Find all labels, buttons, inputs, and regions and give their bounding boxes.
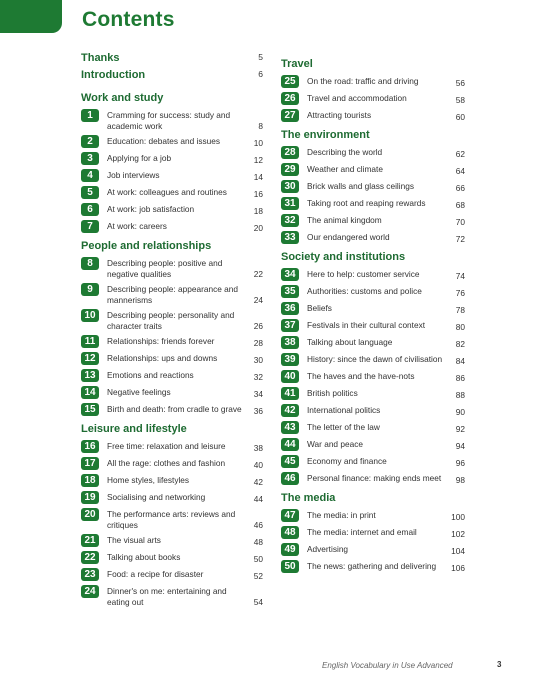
- unit-number-badge: 18: [81, 474, 99, 487]
- toc-entry[interactable]: [281, 560, 465, 574]
- unit-title: Job interviews: [107, 170, 160, 180]
- unit-number-badge: 20: [81, 508, 99, 521]
- unit-title: The news: gathering and delivering: [307, 561, 437, 571]
- unit-number-badge: 35: [281, 285, 299, 298]
- toc-entry[interactable]: [281, 197, 465, 211]
- unit-title: Home styles, lifestyles: [107, 475, 190, 485]
- unit-number-badge: 17: [81, 457, 99, 470]
- unit-page-number: 32: [253, 372, 263, 382]
- front-matter-thanks[interactable]: [81, 52, 263, 69]
- unit-title: Describing people: personality and character traits: [107, 310, 235, 331]
- unit-number-badge: 3: [81, 152, 99, 165]
- unit-number-badge: 50: [281, 560, 299, 573]
- unit-title: Applying for a job: [107, 153, 172, 163]
- unit-title: At work: careers: [107, 221, 167, 231]
- unit-title: The performance arts: reviews and critiques: [107, 509, 236, 530]
- unit-number-badge: 43: [281, 421, 299, 434]
- unit-page-number: 26: [253, 321, 263, 331]
- toc-entry[interactable]: [81, 457, 263, 471]
- unit-number-badge: 22: [81, 551, 99, 564]
- unit-title: History: since the dawn of civilisation: [307, 354, 443, 364]
- unit-page-number: 68: [455, 200, 465, 210]
- toc-entry[interactable]: [81, 585, 263, 608]
- unit-page-number: 88: [455, 390, 465, 400]
- unit-title: At work: job satisfaction: [107, 204, 195, 214]
- toc-entry[interactable]: [281, 387, 465, 401]
- unit-number-badge: 42: [281, 404, 299, 417]
- unit-page-number: 10: [253, 138, 263, 148]
- unit-page-number: 50: [253, 554, 263, 564]
- unit-number-badge: 31: [281, 197, 299, 210]
- unit-number-badge: 11: [81, 335, 99, 348]
- toc-entry[interactable]: [281, 543, 465, 557]
- unit-page-number: 20: [253, 223, 263, 233]
- toc-entry[interactable]: [81, 169, 263, 183]
- unit-number-badge: 26: [281, 92, 299, 105]
- unit-page-number: 46: [253, 520, 263, 530]
- unit-title: Food: a recipe for disaster: [107, 569, 204, 579]
- contents-column-right: [281, 52, 465, 577]
- unit-page-number: 96: [455, 458, 465, 468]
- toc-entry[interactable]: [81, 352, 263, 366]
- unit-page-number: 54: [253, 597, 263, 607]
- section-heading: Leisure and lifestyle: [81, 423, 187, 435]
- unit-number-badge: 25: [281, 75, 299, 88]
- unit-title: Festivals in their cultural context: [307, 320, 426, 330]
- toc-entry[interactable]: [81, 257, 263, 280]
- unit-number-badge: 38: [281, 336, 299, 349]
- unit-title: Relationships: friends forever: [107, 336, 215, 346]
- toc-entry[interactable]: [281, 509, 465, 523]
- toc-entry[interactable]: [281, 319, 465, 333]
- toc-entry[interactable]: [81, 508, 263, 531]
- front-matter-title: Introduction: [81, 69, 146, 81]
- unit-page-number: 92: [455, 424, 465, 434]
- unit-title: Travel and accommodation: [307, 93, 407, 103]
- unit-page-number: 14: [253, 172, 263, 182]
- unit-page-number: 70: [455, 217, 465, 227]
- toc-entry[interactable]: [81, 220, 263, 234]
- unit-title: On the road: traffic and driving: [307, 76, 419, 86]
- unit-title: Talking about books: [107, 552, 181, 562]
- unit-page-number: 58: [455, 95, 465, 105]
- unit-number-badge: 14: [81, 386, 99, 399]
- unit-page-number: 74: [455, 271, 465, 281]
- unit-number-badge: 2: [81, 135, 99, 148]
- unit-number-badge: 5: [81, 186, 99, 199]
- unit-number-badge: 39: [281, 353, 299, 366]
- unit-number-badge: 49: [281, 543, 299, 556]
- unit-number-badge: 47: [281, 509, 299, 522]
- unit-number-badge: 16: [81, 440, 99, 453]
- toc-entry[interactable]: [81, 568, 263, 582]
- unit-page-number: 64: [455, 166, 465, 176]
- toc-entry[interactable]: [281, 438, 465, 452]
- footer-book-title: English Vocabulary in Use Advanced: [322, 661, 453, 670]
- unit-page-number: 102: [451, 529, 465, 539]
- unit-page-number: 48: [253, 537, 263, 547]
- unit-title: Economy and finance: [307, 456, 387, 466]
- unit-title: Socialising and networking: [107, 492, 206, 502]
- unit-page-number: 8: [258, 121, 263, 131]
- unit-number-badge: 19: [81, 491, 99, 504]
- toc-entry[interactable]: [281, 180, 465, 194]
- toc-entry[interactable]: [81, 403, 263, 417]
- unit-title: International politics: [307, 405, 381, 415]
- front-matter-page: 5: [258, 52, 263, 62]
- section-heading: Work and study: [81, 92, 164, 104]
- unit-page-number: 44: [253, 494, 263, 504]
- unit-title: Brick walls and glass ceilings: [307, 181, 414, 191]
- toc-entry[interactable]: [81, 474, 263, 488]
- unit-page-number: 38: [253, 443, 263, 453]
- unit-page-number: 86: [455, 373, 465, 383]
- unit-title: Cramming for success: study and academic work: [107, 110, 231, 131]
- unit-title: Taking root and reaping rewards: [307, 198, 426, 208]
- unit-title: All the rage: clothes and fashion: [107, 458, 226, 468]
- toc-entry[interactable]: [281, 472, 465, 486]
- toc-entry[interactable]: [281, 75, 465, 89]
- front-matter-page: 6: [258, 69, 263, 79]
- unit-number-badge: 27: [281, 109, 299, 122]
- toc-entry[interactable]: [281, 285, 465, 299]
- unit-title: The media: in print: [307, 510, 376, 520]
- unit-page-number: 34: [253, 389, 263, 399]
- unit-title: Personal finance: making ends meet: [307, 473, 442, 483]
- toc-entry[interactable]: [81, 551, 263, 565]
- toc-entry[interactable]: [281, 163, 465, 177]
- unit-number-badge: 1: [81, 109, 99, 122]
- unit-number-badge: 15: [81, 403, 99, 416]
- unit-number-badge: 41: [281, 387, 299, 400]
- unit-number-badge: 24: [81, 585, 99, 598]
- unit-title: British politics: [307, 388, 358, 398]
- unit-page-number: 28: [253, 338, 263, 348]
- unit-page-number: 16: [253, 189, 263, 199]
- unit-page-number: 18: [253, 206, 263, 216]
- unit-page-number: 78: [455, 305, 465, 315]
- unit-number-badge: 34: [281, 268, 299, 281]
- unit-number-badge: 8: [81, 257, 99, 270]
- unit-title: Advertising: [307, 544, 349, 554]
- footer-page-number: 3: [497, 660, 502, 669]
- unit-number-badge: 29: [281, 163, 299, 176]
- unit-page-number: 104: [451, 546, 465, 556]
- toc-entry[interactable]: [81, 152, 263, 166]
- unit-title: Education: debates and issues: [107, 136, 221, 146]
- section-heading: People and relationships: [81, 240, 212, 252]
- unit-number-badge: 48: [281, 526, 299, 539]
- unit-title: The letter of the law: [307, 422, 380, 432]
- toc-entry[interactable]: [281, 336, 465, 350]
- unit-number-badge: 45: [281, 455, 299, 468]
- toc-entry[interactable]: [81, 534, 263, 548]
- unit-number-badge: 12: [81, 352, 99, 365]
- unit-page-number: 66: [455, 183, 465, 193]
- unit-page-number: 22: [253, 269, 263, 279]
- unit-page-number: 76: [455, 288, 465, 298]
- unit-title: Free time: relaxation and leisure: [107, 441, 226, 451]
- toc-entry[interactable]: [81, 309, 263, 332]
- unit-number-badge: 6: [81, 203, 99, 216]
- header-tab: [0, 0, 62, 33]
- section-heading: The environment: [281, 129, 370, 141]
- unit-page-number: 90: [455, 407, 465, 417]
- unit-title: Birth and death: from cradle to grave: [107, 404, 242, 414]
- unit-number-badge: 37: [281, 319, 299, 332]
- section-heading: Society and institutions: [281, 251, 406, 263]
- unit-page-number: 42: [253, 477, 263, 487]
- unit-page-number: 30: [253, 355, 263, 365]
- unit-title: Relationships: ups and downs: [107, 353, 218, 363]
- toc-entry[interactable]: [81, 491, 263, 505]
- unit-number-badge: 30: [281, 180, 299, 193]
- unit-number-badge: 9: [81, 283, 99, 296]
- unit-number-badge: 23: [81, 568, 99, 581]
- unit-number-badge: 46: [281, 472, 299, 485]
- front-matter-title: Thanks: [81, 52, 120, 64]
- toc-entry[interactable]: [281, 214, 465, 228]
- unit-page-number: 40: [253, 460, 263, 470]
- toc-entry[interactable]: [281, 268, 465, 282]
- unit-page-number: 24: [253, 295, 263, 305]
- toc-entry[interactable]: [81, 440, 263, 454]
- unit-page-number: 56: [455, 78, 465, 88]
- toc-entry[interactable]: [281, 302, 465, 316]
- unit-title: Authorities: customs and police: [307, 286, 422, 296]
- unit-title: Describing people: positive and negative qualities: [107, 258, 223, 279]
- unit-title: The animal kingdom: [307, 215, 382, 225]
- toc-entry[interactable]: [281, 353, 465, 367]
- unit-page-number: 60: [455, 112, 465, 122]
- unit-page-number: 62: [455, 149, 465, 159]
- unit-title: Describing people: appearance and mannerisms: [107, 284, 239, 305]
- unit-title: Describing the world: [307, 147, 383, 157]
- unit-title: Our endangered world: [307, 232, 390, 242]
- unit-title: At work: colleagues and routines: [107, 187, 227, 197]
- toc-entry[interactable]: [281, 146, 465, 160]
- unit-title: Emotions and reactions: [107, 370, 194, 380]
- unit-number-badge: 44: [281, 438, 299, 451]
- unit-page-number: 72: [455, 234, 465, 244]
- unit-page-number: 84: [455, 356, 465, 366]
- unit-page-number: 52: [253, 571, 263, 581]
- contents-column-left: [81, 52, 263, 611]
- toc-entry[interactable]: [81, 335, 263, 349]
- toc-entry[interactable]: [81, 135, 263, 149]
- front-matter-introduction[interactable]: [81, 69, 263, 86]
- unit-number-badge: 13: [81, 369, 99, 382]
- toc-entry[interactable]: [81, 283, 263, 306]
- unit-title: The haves and the have-nots: [307, 371, 415, 381]
- unit-number-badge: 10: [81, 309, 99, 322]
- unit-number-badge: 4: [81, 169, 99, 182]
- unit-page-number: 100: [451, 512, 465, 522]
- toc-entry[interactable]: [281, 421, 465, 435]
- toc-entry[interactable]: [281, 370, 465, 384]
- toc-entry[interactable]: [81, 203, 263, 217]
- unit-page-number: 36: [253, 406, 263, 416]
- toc-entry[interactable]: [281, 526, 465, 540]
- unit-title: Weather and climate: [307, 164, 383, 174]
- unit-title: The media: internet and email: [307, 527, 417, 537]
- unit-number-badge: 7: [81, 220, 99, 233]
- unit-number-badge: 36: [281, 302, 299, 315]
- unit-title: The visual arts: [107, 535, 161, 545]
- unit-title: Dinner's on me: entertaining and eating out: [107, 586, 227, 607]
- toc-entry[interactable]: [81, 186, 263, 200]
- unit-number-badge: 32: [281, 214, 299, 227]
- toc-entry[interactable]: [81, 109, 263, 132]
- page-title: Contents: [82, 8, 175, 31]
- toc-entry[interactable]: [81, 386, 263, 400]
- toc-entry[interactable]: [281, 92, 465, 106]
- unit-page-number: 80: [455, 322, 465, 332]
- unit-page-number: 94: [455, 441, 465, 451]
- section-heading: Travel: [281, 58, 313, 70]
- unit-number-badge: 33: [281, 231, 299, 244]
- unit-title: Negative feelings: [107, 387, 171, 397]
- unit-page-number: 12: [253, 155, 263, 165]
- unit-title: Beliefs: [307, 303, 332, 313]
- unit-title: Here to help: customer service: [307, 269, 420, 279]
- unit-title: War and peace: [307, 439, 363, 449]
- unit-title: Talking about language: [307, 337, 393, 347]
- unit-number-badge: 28: [281, 146, 299, 159]
- toc-entry[interactable]: [281, 455, 465, 469]
- section-heading: The media: [281, 492, 336, 504]
- unit-title: Attracting tourists: [307, 110, 372, 120]
- toc-entry[interactable]: [281, 231, 465, 245]
- unit-number-badge: 40: [281, 370, 299, 383]
- unit-page-number: 106: [451, 563, 465, 573]
- toc-entry[interactable]: [81, 369, 263, 383]
- unit-number-badge: 21: [81, 534, 99, 547]
- unit-page-number: 82: [455, 339, 465, 349]
- toc-entry[interactable]: [281, 404, 465, 418]
- unit-page-number: 98: [455, 475, 465, 485]
- toc-entry[interactable]: [281, 109, 465, 123]
